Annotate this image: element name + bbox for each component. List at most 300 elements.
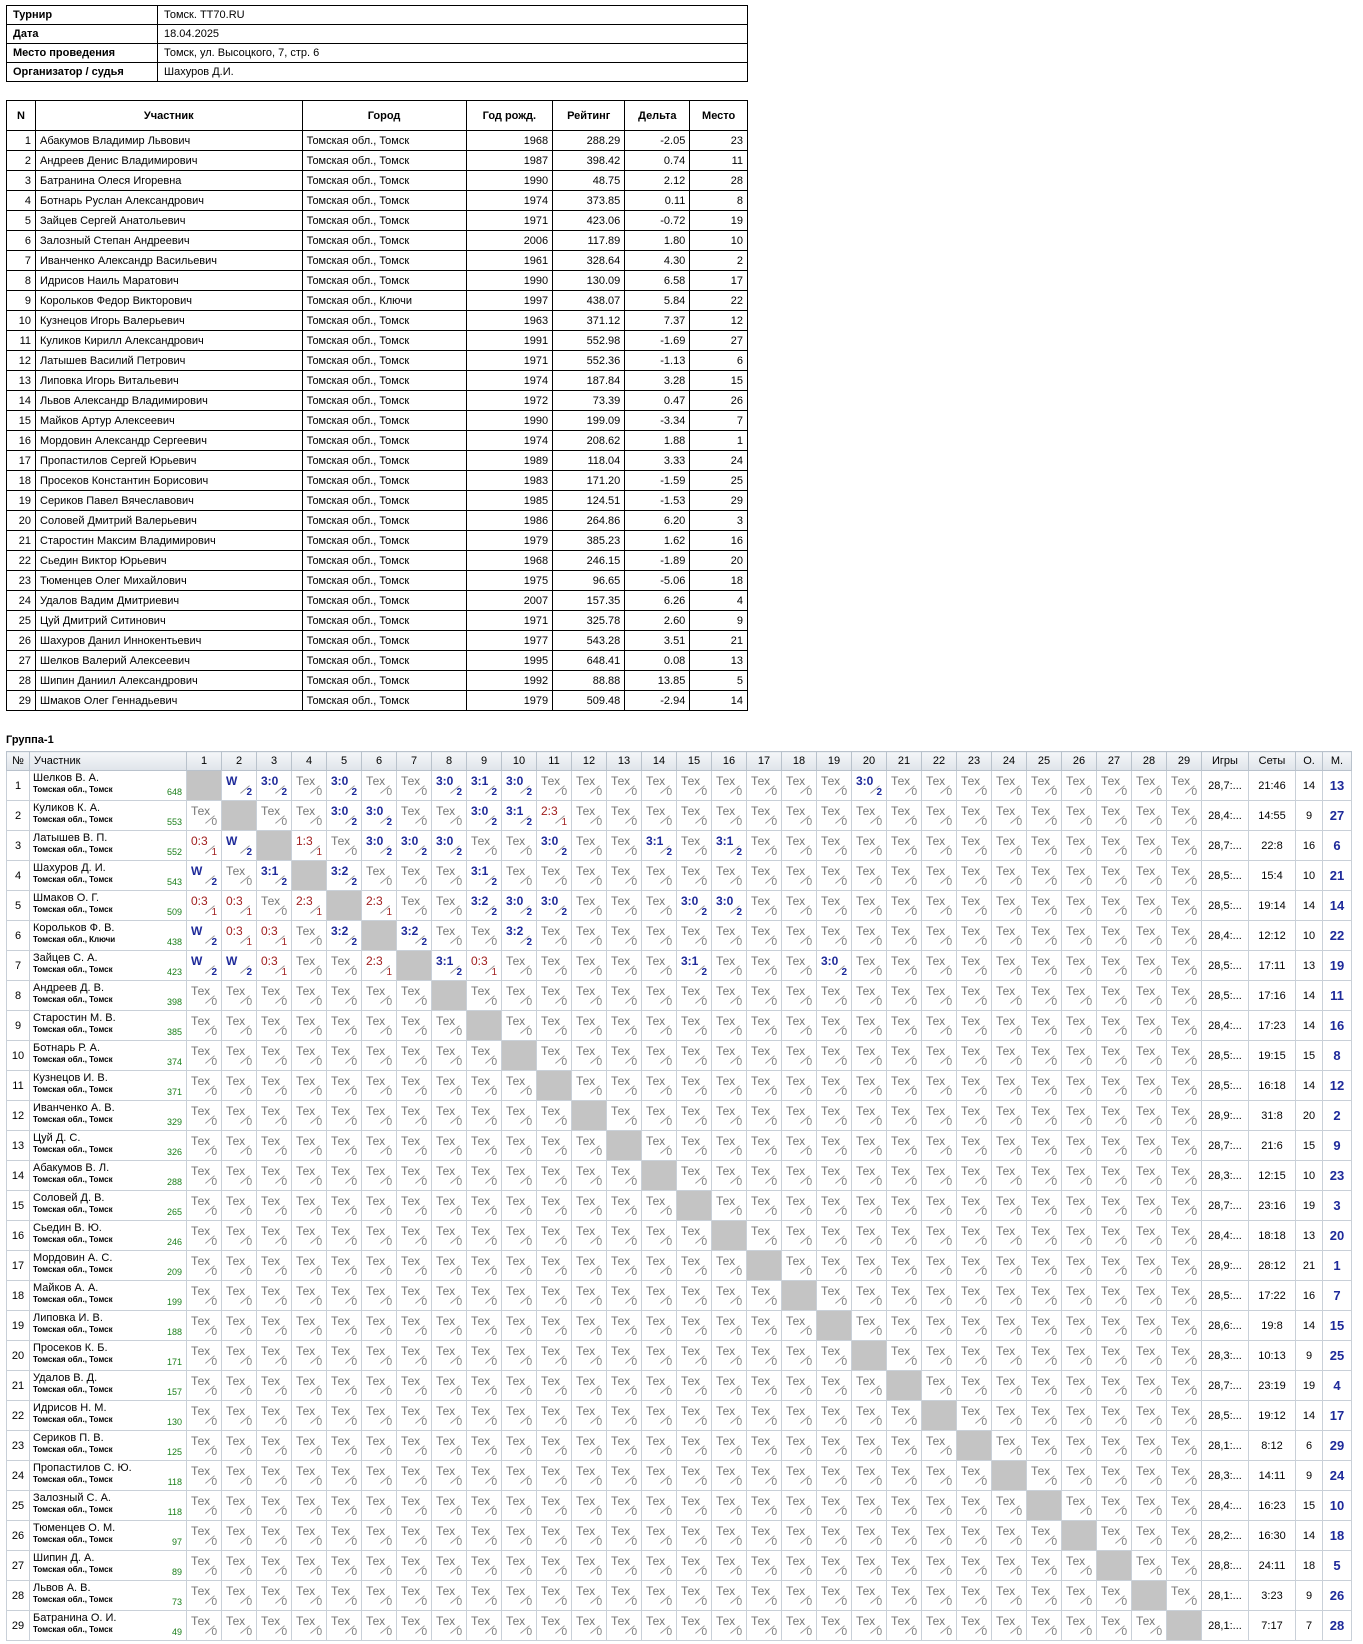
match-score-cell[interactable] bbox=[327, 1341, 362, 1371]
match-score-cell[interactable] bbox=[397, 1251, 432, 1281]
match-score-cell[interactable] bbox=[852, 1401, 887, 1431]
match-score-cell[interactable] bbox=[677, 1221, 712, 1251]
match-score-cell[interactable] bbox=[852, 861, 887, 891]
match-score-cell[interactable] bbox=[1097, 1311, 1132, 1341]
match-score-cell[interactable] bbox=[1167, 1341, 1202, 1371]
match-score-cell[interactable] bbox=[222, 1011, 257, 1041]
match-score-cell[interactable] bbox=[362, 861, 397, 891]
match-score-cell[interactable] bbox=[747, 1551, 782, 1581]
match-score-cell[interactable] bbox=[432, 1551, 467, 1581]
match-score-cell[interactable] bbox=[257, 1401, 292, 1431]
match-score-cell[interactable] bbox=[327, 1281, 362, 1311]
match-score-cell[interactable] bbox=[1167, 1191, 1202, 1221]
match-score-cell[interactable] bbox=[782, 771, 817, 801]
match-score-cell[interactable] bbox=[957, 1011, 992, 1041]
match-score-cell[interactable] bbox=[257, 1461, 292, 1491]
match-score-cell[interactable] bbox=[957, 1131, 992, 1161]
match-score-cell[interactable] bbox=[1132, 1221, 1167, 1251]
match-score-cell[interactable] bbox=[992, 1581, 1027, 1611]
match-score-cell[interactable] bbox=[852, 1101, 887, 1131]
match-score-cell[interactable] bbox=[327, 831, 362, 861]
match-score-cell[interactable] bbox=[1132, 771, 1167, 801]
match-score-cell[interactable] bbox=[1062, 1491, 1097, 1521]
match-score-cell[interactable] bbox=[747, 1521, 782, 1551]
match-score-cell[interactable] bbox=[677, 981, 712, 1011]
match-score-cell[interactable] bbox=[782, 831, 817, 861]
match-score-cell[interactable] bbox=[677, 1281, 712, 1311]
match-score-cell[interactable] bbox=[712, 1491, 747, 1521]
match-score-cell[interactable] bbox=[397, 1041, 432, 1071]
match-score-cell[interactable] bbox=[572, 1311, 607, 1341]
match-score-cell[interactable] bbox=[1027, 1341, 1062, 1371]
match-score-cell[interactable] bbox=[467, 1281, 502, 1311]
match-score-cell[interactable] bbox=[397, 1311, 432, 1341]
match-score-cell[interactable] bbox=[257, 891, 292, 921]
match-score-cell[interactable] bbox=[537, 1311, 572, 1341]
match-score-cell[interactable] bbox=[642, 1131, 677, 1161]
match-score-cell[interactable] bbox=[922, 1161, 957, 1191]
match-score-cell[interactable] bbox=[572, 1011, 607, 1041]
match-score-cell[interactable] bbox=[852, 1431, 887, 1461]
match-score-cell[interactable] bbox=[222, 1311, 257, 1341]
match-score-cell[interactable] bbox=[1167, 1221, 1202, 1251]
match-score-cell[interactable] bbox=[852, 1041, 887, 1071]
match-score-cell[interactable] bbox=[257, 981, 292, 1011]
match-score-cell[interactable] bbox=[852, 1371, 887, 1401]
match-score-cell[interactable] bbox=[397, 921, 432, 951]
match-score-cell[interactable] bbox=[957, 1401, 992, 1431]
match-score-cell[interactable] bbox=[992, 921, 1027, 951]
match-score-cell[interactable] bbox=[257, 1281, 292, 1311]
match-score-cell[interactable] bbox=[1062, 921, 1097, 951]
match-score-cell[interactable] bbox=[922, 1071, 957, 1101]
match-score-cell[interactable] bbox=[677, 1461, 712, 1491]
match-score-cell[interactable] bbox=[397, 1221, 432, 1251]
match-score-cell[interactable] bbox=[922, 1311, 957, 1341]
match-score-cell[interactable] bbox=[292, 1341, 327, 1371]
match-score-cell[interactable] bbox=[607, 1461, 642, 1491]
match-score-cell[interactable] bbox=[957, 801, 992, 831]
match-score-cell[interactable] bbox=[1132, 1611, 1167, 1641]
match-score-cell[interactable] bbox=[327, 1551, 362, 1581]
match-score-cell[interactable] bbox=[1132, 861, 1167, 891]
match-score-cell[interactable] bbox=[642, 1191, 677, 1221]
match-score-cell[interactable] bbox=[327, 1161, 362, 1191]
match-score-cell[interactable] bbox=[257, 771, 292, 801]
match-score-cell[interactable] bbox=[187, 1221, 222, 1251]
match-score-cell[interactable] bbox=[642, 771, 677, 801]
match-score-cell[interactable] bbox=[572, 1371, 607, 1401]
match-score-cell[interactable] bbox=[1132, 1341, 1167, 1371]
match-score-cell[interactable] bbox=[572, 1551, 607, 1581]
match-score-cell[interactable] bbox=[712, 1131, 747, 1161]
match-score-cell[interactable] bbox=[642, 981, 677, 1011]
match-score-cell[interactable] bbox=[747, 1281, 782, 1311]
match-score-cell[interactable] bbox=[502, 861, 537, 891]
match-score-cell[interactable] bbox=[817, 1431, 852, 1461]
match-score-cell[interactable] bbox=[432, 921, 467, 951]
match-score-cell[interactable] bbox=[292, 1581, 327, 1611]
match-score-cell[interactable] bbox=[607, 1611, 642, 1641]
match-score-cell[interactable] bbox=[1062, 1161, 1097, 1191]
match-score-cell[interactable] bbox=[187, 1161, 222, 1191]
match-score-cell[interactable] bbox=[747, 1041, 782, 1071]
match-score-cell[interactable] bbox=[257, 1251, 292, 1281]
match-score-cell[interactable] bbox=[257, 1221, 292, 1251]
match-score-cell[interactable] bbox=[187, 1011, 222, 1041]
match-score-cell[interactable] bbox=[992, 1371, 1027, 1401]
match-score-cell[interactable] bbox=[782, 1161, 817, 1191]
match-score-cell[interactable] bbox=[187, 951, 222, 981]
match-score-cell[interactable] bbox=[537, 771, 572, 801]
match-score-cell[interactable] bbox=[887, 951, 922, 981]
match-score-cell[interactable] bbox=[502, 1101, 537, 1131]
match-score-cell[interactable] bbox=[852, 1281, 887, 1311]
match-score-cell[interactable] bbox=[1132, 1311, 1167, 1341]
match-score-cell[interactable] bbox=[467, 1131, 502, 1161]
match-score-cell[interactable] bbox=[257, 1491, 292, 1521]
match-score-cell[interactable] bbox=[817, 1521, 852, 1551]
match-score-cell[interactable] bbox=[292, 1161, 327, 1191]
match-score-cell[interactable] bbox=[362, 981, 397, 1011]
match-score-cell[interactable] bbox=[397, 771, 432, 801]
match-score-cell[interactable] bbox=[502, 1461, 537, 1491]
match-score-cell[interactable] bbox=[922, 1101, 957, 1131]
match-score-cell[interactable] bbox=[537, 1191, 572, 1221]
match-score-cell[interactable] bbox=[432, 1101, 467, 1131]
match-score-cell[interactable] bbox=[432, 891, 467, 921]
match-score-cell[interactable] bbox=[817, 951, 852, 981]
match-score-cell[interactable] bbox=[1027, 891, 1062, 921]
match-score-cell[interactable] bbox=[1027, 801, 1062, 831]
match-score-cell[interactable] bbox=[432, 951, 467, 981]
match-score-cell[interactable] bbox=[467, 1341, 502, 1371]
match-score-cell[interactable] bbox=[467, 1491, 502, 1521]
match-score-cell[interactable] bbox=[397, 891, 432, 921]
match-score-cell[interactable] bbox=[642, 1431, 677, 1461]
match-score-cell[interactable] bbox=[1027, 771, 1062, 801]
match-score-cell[interactable] bbox=[1027, 1011, 1062, 1041]
match-score-cell[interactable] bbox=[607, 831, 642, 861]
match-score-cell[interactable] bbox=[642, 1221, 677, 1251]
match-score-cell[interactable] bbox=[782, 1611, 817, 1641]
match-score-cell[interactable] bbox=[887, 1431, 922, 1461]
match-score-cell[interactable] bbox=[187, 1131, 222, 1161]
match-score-cell[interactable] bbox=[432, 1461, 467, 1491]
match-score-cell[interactable] bbox=[712, 1311, 747, 1341]
match-score-cell[interactable] bbox=[1027, 1191, 1062, 1221]
match-score-cell[interactable] bbox=[1132, 1191, 1167, 1221]
match-score-cell[interactable] bbox=[1097, 861, 1132, 891]
match-score-cell[interactable] bbox=[712, 1251, 747, 1281]
match-score-cell[interactable] bbox=[467, 1401, 502, 1431]
match-score-cell[interactable] bbox=[467, 1521, 502, 1551]
match-score-cell[interactable] bbox=[887, 1521, 922, 1551]
match-score-cell[interactable] bbox=[572, 1161, 607, 1191]
match-score-cell[interactable] bbox=[537, 1011, 572, 1041]
match-score-cell[interactable] bbox=[397, 1161, 432, 1191]
match-score-cell[interactable] bbox=[1167, 801, 1202, 831]
match-score-cell[interactable] bbox=[572, 1461, 607, 1491]
match-score-cell[interactable] bbox=[747, 1431, 782, 1461]
match-score-cell[interactable] bbox=[887, 891, 922, 921]
match-score-cell[interactable] bbox=[502, 1071, 537, 1101]
match-score-cell[interactable] bbox=[257, 1581, 292, 1611]
match-score-cell[interactable] bbox=[1062, 951, 1097, 981]
match-score-cell[interactable] bbox=[187, 1251, 222, 1281]
match-score-cell[interactable] bbox=[817, 1251, 852, 1281]
match-score-cell[interactable] bbox=[292, 1281, 327, 1311]
match-score-cell[interactable] bbox=[292, 1131, 327, 1161]
match-score-cell[interactable] bbox=[432, 1281, 467, 1311]
match-score-cell[interactable] bbox=[327, 1011, 362, 1041]
match-score-cell[interactable] bbox=[922, 861, 957, 891]
match-score-cell[interactable] bbox=[572, 891, 607, 921]
match-score-cell[interactable] bbox=[922, 1221, 957, 1251]
match-score-cell[interactable] bbox=[537, 1521, 572, 1551]
match-score-cell[interactable] bbox=[642, 951, 677, 981]
match-score-cell[interactable] bbox=[537, 1491, 572, 1521]
match-score-cell[interactable] bbox=[712, 1011, 747, 1041]
match-score-cell[interactable] bbox=[817, 891, 852, 921]
match-score-cell[interactable] bbox=[397, 801, 432, 831]
match-score-cell[interactable] bbox=[397, 1281, 432, 1311]
match-score-cell[interactable] bbox=[1062, 1071, 1097, 1101]
match-score-cell[interactable] bbox=[607, 1011, 642, 1041]
match-score-cell[interactable] bbox=[222, 1551, 257, 1581]
match-score-cell[interactable] bbox=[1027, 1401, 1062, 1431]
match-score-cell[interactable] bbox=[432, 1221, 467, 1251]
match-score-cell[interactable] bbox=[1097, 801, 1132, 831]
match-score-cell[interactable] bbox=[292, 1191, 327, 1221]
match-score-cell[interactable] bbox=[1132, 1101, 1167, 1131]
match-score-cell[interactable] bbox=[1132, 1521, 1167, 1551]
match-score-cell[interactable] bbox=[187, 861, 222, 891]
match-score-cell[interactable] bbox=[747, 1371, 782, 1401]
match-score-cell[interactable] bbox=[432, 771, 467, 801]
match-score-cell[interactable] bbox=[922, 771, 957, 801]
match-score-cell[interactable] bbox=[572, 771, 607, 801]
match-score-cell[interactable] bbox=[1132, 1281, 1167, 1311]
match-score-cell[interactable] bbox=[292, 951, 327, 981]
match-score-cell[interactable] bbox=[257, 1191, 292, 1221]
match-score-cell[interactable] bbox=[677, 1131, 712, 1161]
match-score-cell[interactable] bbox=[1027, 1371, 1062, 1401]
match-score-cell[interactable] bbox=[1132, 1071, 1167, 1101]
match-score-cell[interactable] bbox=[677, 1071, 712, 1101]
match-score-cell[interactable] bbox=[747, 1401, 782, 1431]
match-score-cell[interactable] bbox=[607, 1071, 642, 1101]
match-score-cell[interactable] bbox=[1097, 831, 1132, 861]
match-score-cell[interactable] bbox=[642, 1491, 677, 1521]
match-score-cell[interactable] bbox=[397, 861, 432, 891]
match-score-cell[interactable] bbox=[432, 1131, 467, 1161]
match-score-cell[interactable] bbox=[1027, 1221, 1062, 1251]
match-score-cell[interactable] bbox=[712, 951, 747, 981]
match-score-cell[interactable] bbox=[327, 1131, 362, 1161]
match-score-cell[interactable] bbox=[327, 801, 362, 831]
match-score-cell[interactable] bbox=[292, 1071, 327, 1101]
match-score-cell[interactable] bbox=[607, 921, 642, 951]
match-score-cell[interactable] bbox=[782, 1251, 817, 1281]
match-score-cell[interactable] bbox=[817, 1611, 852, 1641]
match-score-cell[interactable] bbox=[852, 1251, 887, 1281]
match-score-cell[interactable] bbox=[327, 1311, 362, 1341]
match-score-cell[interactable] bbox=[537, 981, 572, 1011]
match-score-cell[interactable] bbox=[1062, 1341, 1097, 1371]
match-score-cell[interactable] bbox=[852, 1161, 887, 1191]
match-score-cell[interactable] bbox=[362, 1281, 397, 1311]
match-score-cell[interactable] bbox=[957, 1611, 992, 1641]
match-score-cell[interactable] bbox=[607, 1311, 642, 1341]
match-score-cell[interactable] bbox=[747, 1131, 782, 1161]
match-score-cell[interactable] bbox=[362, 1341, 397, 1371]
match-score-cell[interactable] bbox=[432, 1521, 467, 1551]
match-score-cell[interactable] bbox=[222, 1341, 257, 1371]
match-score-cell[interactable] bbox=[607, 891, 642, 921]
match-score-cell[interactable] bbox=[677, 831, 712, 861]
match-score-cell[interactable] bbox=[747, 1191, 782, 1221]
match-score-cell[interactable] bbox=[327, 771, 362, 801]
match-score-cell[interactable] bbox=[712, 1341, 747, 1371]
match-score-cell[interactable] bbox=[817, 1101, 852, 1131]
match-score-cell[interactable] bbox=[362, 1431, 397, 1461]
match-score-cell[interactable] bbox=[537, 1281, 572, 1311]
match-score-cell[interactable] bbox=[257, 1521, 292, 1551]
match-score-cell[interactable] bbox=[467, 1611, 502, 1641]
match-score-cell[interactable] bbox=[852, 1551, 887, 1581]
match-score-cell[interactable] bbox=[257, 1101, 292, 1131]
match-score-cell[interactable] bbox=[957, 1581, 992, 1611]
match-score-cell[interactable] bbox=[922, 1491, 957, 1521]
match-score-cell[interactable] bbox=[852, 1221, 887, 1251]
match-score-cell[interactable] bbox=[1097, 1011, 1132, 1041]
match-score-cell[interactable] bbox=[397, 1581, 432, 1611]
match-score-cell[interactable] bbox=[572, 1221, 607, 1251]
match-score-cell[interactable] bbox=[852, 1581, 887, 1611]
match-score-cell[interactable] bbox=[1062, 1611, 1097, 1641]
match-score-cell[interactable] bbox=[887, 861, 922, 891]
match-score-cell[interactable] bbox=[222, 1041, 257, 1071]
match-score-cell[interactable] bbox=[397, 1371, 432, 1401]
match-score-cell[interactable] bbox=[957, 1491, 992, 1521]
match-score-cell[interactable] bbox=[887, 1281, 922, 1311]
match-score-cell[interactable] bbox=[1062, 1041, 1097, 1071]
match-score-cell[interactable] bbox=[782, 1011, 817, 1041]
match-score-cell[interactable] bbox=[887, 1101, 922, 1131]
match-score-cell[interactable] bbox=[1167, 1011, 1202, 1041]
match-score-cell[interactable] bbox=[922, 1191, 957, 1221]
match-score-cell[interactable] bbox=[677, 771, 712, 801]
match-score-cell[interactable] bbox=[922, 1461, 957, 1491]
match-score-cell[interactable] bbox=[502, 1521, 537, 1551]
match-score-cell[interactable] bbox=[607, 1341, 642, 1371]
match-score-cell[interactable] bbox=[292, 1521, 327, 1551]
match-score-cell[interactable] bbox=[502, 1011, 537, 1041]
match-score-cell[interactable] bbox=[432, 1041, 467, 1071]
match-score-cell[interactable] bbox=[1027, 1521, 1062, 1551]
match-score-cell[interactable] bbox=[712, 1371, 747, 1401]
match-score-cell[interactable] bbox=[222, 1161, 257, 1191]
match-score-cell[interactable] bbox=[537, 1341, 572, 1371]
match-score-cell[interactable] bbox=[537, 1371, 572, 1401]
match-score-cell[interactable] bbox=[712, 921, 747, 951]
match-score-cell[interactable] bbox=[922, 1011, 957, 1041]
match-score-cell[interactable] bbox=[1167, 1161, 1202, 1191]
match-score-cell[interactable] bbox=[817, 921, 852, 951]
match-score-cell[interactable] bbox=[957, 1311, 992, 1341]
match-score-cell[interactable] bbox=[1097, 1101, 1132, 1131]
match-score-cell[interactable] bbox=[852, 1491, 887, 1521]
match-score-cell[interactable] bbox=[222, 1251, 257, 1281]
match-score-cell[interactable] bbox=[1062, 771, 1097, 801]
match-score-cell[interactable] bbox=[992, 1311, 1027, 1341]
match-score-cell[interactable] bbox=[327, 1611, 362, 1641]
match-score-cell[interactable] bbox=[1027, 981, 1062, 1011]
match-score-cell[interactable] bbox=[1167, 1581, 1202, 1611]
match-score-cell[interactable] bbox=[467, 1101, 502, 1131]
match-score-cell[interactable] bbox=[677, 1611, 712, 1641]
match-score-cell[interactable] bbox=[957, 891, 992, 921]
match-score-cell[interactable] bbox=[957, 1041, 992, 1071]
match-score-cell[interactable] bbox=[292, 771, 327, 801]
match-score-cell[interactable] bbox=[572, 1521, 607, 1551]
match-score-cell[interactable] bbox=[1167, 1371, 1202, 1401]
match-score-cell[interactable] bbox=[537, 1431, 572, 1461]
match-score-cell[interactable] bbox=[1062, 861, 1097, 891]
match-score-cell[interactable] bbox=[817, 1581, 852, 1611]
match-score-cell[interactable] bbox=[467, 831, 502, 861]
match-score-cell[interactable] bbox=[852, 1611, 887, 1641]
match-score-cell[interactable] bbox=[327, 1221, 362, 1251]
match-score-cell[interactable] bbox=[537, 801, 572, 831]
match-score-cell[interactable] bbox=[1097, 1521, 1132, 1551]
match-score-cell[interactable] bbox=[467, 951, 502, 981]
match-score-cell[interactable] bbox=[607, 1551, 642, 1581]
match-score-cell[interactable] bbox=[677, 861, 712, 891]
match-score-cell[interactable] bbox=[537, 1041, 572, 1071]
match-score-cell[interactable] bbox=[1132, 951, 1167, 981]
match-score-cell[interactable] bbox=[432, 1191, 467, 1221]
match-score-cell[interactable] bbox=[712, 1401, 747, 1431]
match-score-cell[interactable] bbox=[362, 1251, 397, 1281]
match-score-cell[interactable] bbox=[677, 1581, 712, 1611]
match-score-cell[interactable] bbox=[467, 891, 502, 921]
match-score-cell[interactable] bbox=[642, 1371, 677, 1401]
match-score-cell[interactable] bbox=[642, 1521, 677, 1551]
match-score-cell[interactable] bbox=[362, 1551, 397, 1581]
match-score-cell[interactable] bbox=[1097, 891, 1132, 921]
match-score-cell[interactable] bbox=[467, 1581, 502, 1611]
match-score-cell[interactable] bbox=[712, 1521, 747, 1551]
match-score-cell[interactable] bbox=[362, 891, 397, 921]
match-score-cell[interactable] bbox=[467, 1161, 502, 1191]
match-score-cell[interactable] bbox=[642, 1011, 677, 1041]
match-score-cell[interactable] bbox=[502, 891, 537, 921]
match-score-cell[interactable] bbox=[817, 771, 852, 801]
match-score-cell[interactable] bbox=[1097, 1461, 1132, 1491]
match-score-cell[interactable] bbox=[292, 1101, 327, 1131]
match-score-cell[interactable] bbox=[432, 1251, 467, 1281]
match-score-cell[interactable] bbox=[1132, 1251, 1167, 1281]
match-score-cell[interactable] bbox=[817, 1551, 852, 1581]
match-score-cell[interactable] bbox=[782, 891, 817, 921]
match-score-cell[interactable] bbox=[292, 1251, 327, 1281]
match-score-cell[interactable] bbox=[607, 1431, 642, 1461]
match-score-cell[interactable] bbox=[852, 771, 887, 801]
match-score-cell[interactable] bbox=[397, 1011, 432, 1041]
match-score-cell[interactable] bbox=[607, 771, 642, 801]
